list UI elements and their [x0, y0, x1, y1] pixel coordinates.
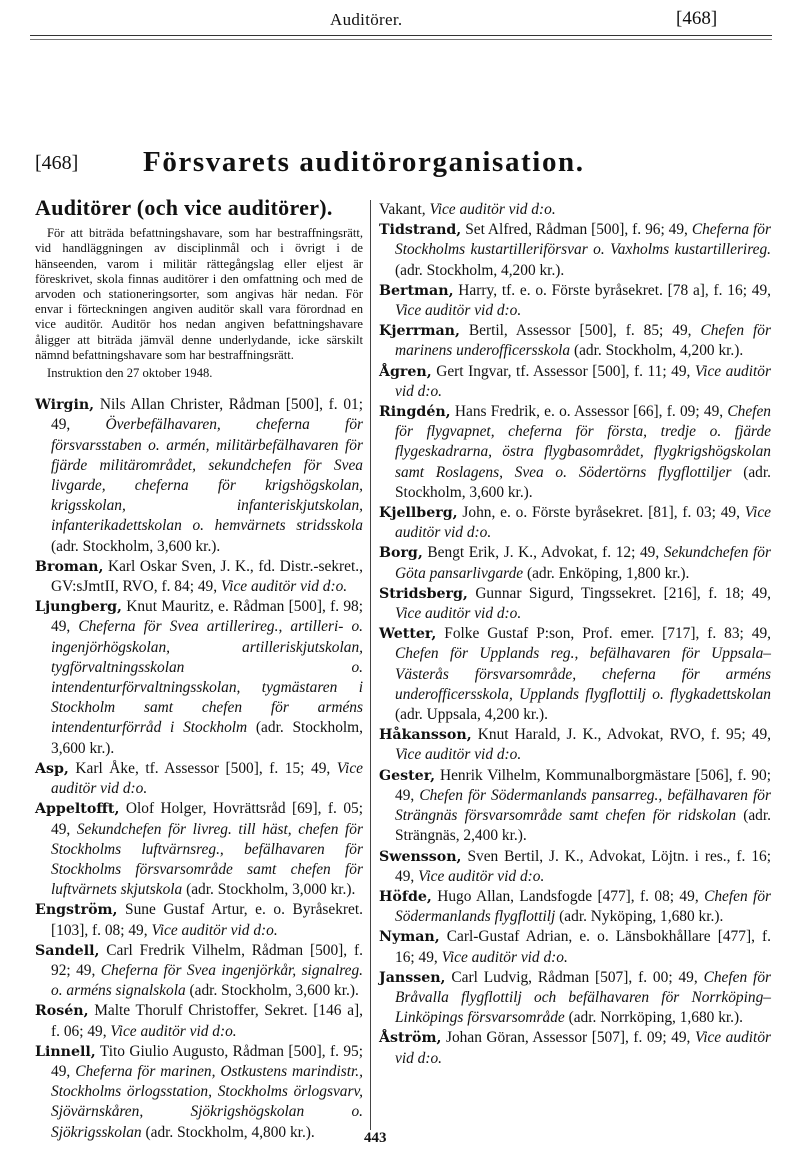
entry — [35, 597, 363, 759]
entry-duties: Vice auditör vid d:o. — [441, 948, 568, 966]
entry-duties: Chefen för Södermanlands pansarreg., befälhavaren för Strängnäs försvarsområde samt chefen för ridskolan — [395, 786, 771, 825]
entry-details: Folke Gustaf P:son, Prof. emer. [717], f. 83; 49, — [436, 625, 771, 643]
entry-details: (adr. Stockholm, 4,200 kr.). — [570, 342, 744, 360]
entry — [379, 503, 771, 543]
entry-duties: Cheferna för Stockholms kustartilleriförsvar o. Vaxholms kustartillerireg. — [395, 221, 771, 259]
header-rule — [30, 35, 772, 36]
right-column — [379, 200, 771, 1069]
entry-details: Sune Gustaf Artur, e. o. Byråsekret. [103], f. 08; 49, — [51, 901, 363, 939]
entry — [379, 766, 771, 847]
entry-duties: Vice auditör vid d:o. — [395, 362, 771, 400]
entry-name: Bertman, — [379, 282, 454, 299]
entry-duties: Cheferna för marinen, Ostkustens marindistr., Stockholms örlogsstation, Stockholms örlogsvarv, Sjövärnskåren, Sjökrigshögskolan o. Sjökrigsskolan — [51, 1062, 363, 1141]
page-number: 443 — [364, 1130, 387, 1146]
entry-duties: Vice auditör vid d:o. — [395, 605, 522, 623]
entry-details: (adr. Uppsala, 4,200 kr.). — [395, 706, 549, 724]
entry-details: Olof Holger, Hovrättsråd [69], f. 05; 49, — [51, 800, 363, 838]
entry-details: Knut Mauritz, e. Rådman [500], f. 98; 49, — [51, 598, 363, 636]
entry-details: Johan Göran, Assessor [507], f. 09; 49, — [441, 1029, 695, 1047]
entry-name: Broman, — [35, 558, 104, 575]
entry-name: Kjellberg, — [379, 505, 458, 522]
entry-details: Vakant, — [379, 201, 430, 218]
entry-details: Knut Harald, J. K., Advokat, RVO, f. 95; 49, — [471, 726, 771, 744]
entry-details: John, e. o. Förste byråsekret. [81], f. 03; 49, — [457, 504, 745, 522]
entry-name: Wetter, — [379, 626, 437, 643]
entry-details: Bertil, Assessor [500], f. 85; 49, — [459, 322, 701, 340]
entry-duties: Vice auditör vid d:o. — [151, 921, 278, 939]
entry-details: Nils Allan Christer, Rådman [500], f. 01; 49, — [51, 396, 363, 434]
entry-details: Hugo Allan, Landsfogde [477], f. 08; 49, — [431, 887, 705, 905]
entry-name: Asp, — [35, 760, 69, 777]
entry-name: Engström, — [35, 902, 118, 919]
instruction-date: Instruktion den 27 oktober 1948. — [47, 366, 213, 381]
entry — [35, 395, 363, 557]
entry — [379, 968, 771, 1029]
entry-details: (adr. Stockholm, 3,600 kr.). — [395, 463, 772, 501]
entry-name: Tidstrand, — [379, 222, 462, 239]
entry — [379, 584, 771, 624]
entry-duties: Vice auditör vid d:o. — [110, 1022, 237, 1040]
entry-name: Åström, — [379, 1030, 442, 1047]
entry-duties: Vice auditör vid d:o. — [395, 302, 522, 320]
entry-name: Janssen, — [379, 969, 446, 986]
entry-name: Gester, — [379, 767, 436, 784]
entry-name: Ringdén, — [379, 404, 451, 421]
entry — [35, 1042, 363, 1143]
entry-details: (adr. Stockholm, 4,800 kr.). — [141, 1123, 315, 1141]
entry-details: Carl Fredrik Vilhelm, Rådman [500], f. 92; 49, — [51, 941, 363, 979]
entry-details: (adr. Stockholm, 3,600 kr.). — [51, 719, 363, 757]
entry-name: Appeltofft, — [35, 801, 120, 818]
entry-name: Höfde, — [379, 888, 432, 905]
entry-details: Tito Giulio Augusto, Rådman [500], f. 95; 49, — [51, 1042, 363, 1080]
entry-details: Hans Fredrik, e. o. Assessor [66], f. 09; 49, — [450, 403, 728, 421]
entry — [35, 759, 363, 799]
entry-details: Henrik Vilhelm, Kommunalborgmästare [506], f. 90; 49, — [395, 766, 771, 804]
entry-name: Swensson, — [379, 848, 462, 865]
entry — [379, 887, 771, 927]
entry — [379, 847, 771, 887]
entry-details: Gert Ingvar, tf. Assessor [500], f. 11; 49, — [431, 362, 695, 380]
entry-duties: Chefen för Bråvalla flygflottilj och befälhavaren för Norrköping–Linköpings försvarsområde — [395, 968, 771, 1027]
entry-duties: Sekundchefen för livreg. till häst, chefen för Stockholms luftvärnsreg., befälhavaren för Stockholms försvarsområde samt chefen för luftvärnets skjutskola — [51, 820, 363, 899]
entry — [379, 1028, 771, 1068]
entry-duties: Chefen för marinens underofficersskola — [395, 322, 771, 360]
entry-details: Set Alfred, Rådman [500], f. 96; 49, — [461, 221, 692, 239]
entry — [35, 799, 363, 900]
entry — [379, 281, 771, 321]
entry-name: Kjerrman, — [379, 323, 460, 340]
entry-duties: Vice auditör vid d:o. — [395, 746, 522, 764]
entry-duties: Överbefälhavaren, cheferna för försvarsstaben o. armén, militärbefälhavaren för fjärde militärområdet, sekundchefen för Svea livgarde, cheferna för krigshögskolan, krigsskolan, infanteriskjutskolan, infanterikadettskolan o. hemvärnets stridsskola — [51, 416, 364, 535]
entry — [379, 321, 771, 361]
entry-name: Ågren, — [379, 363, 432, 380]
entry-duties: Vice auditör vid d:o. — [51, 759, 363, 798]
entry-details: (adr. Enköping, 1,800 kr.). — [523, 564, 690, 582]
entry-duties: Vice auditör vid d:o. — [418, 867, 545, 885]
entry-name: Linnell, — [35, 1043, 96, 1060]
entry-details: Sven Bertil, J. K., Advokat, Löjtn. i res., f. 16; 49, — [395, 847, 771, 885]
entry-details: Harry, tf. e. o. Förste byråsekret. [78 a], f. 16; 49, — [453, 281, 771, 299]
entry-name: Sandell, — [35, 942, 100, 959]
entry-details: Karl Oskar Sven, J. K., fd. Distr.-sekret., GV:sJmtII, RVO, f. 84; 49, — [51, 557, 363, 596]
entry-name: Nyman, — [379, 929, 440, 946]
entry-duties: Cheferna för Svea ingenjörkår, signalreg. o. arméns signalskola — [51, 961, 363, 1000]
entry-duties: Cheferna för Svea artillerireg., artilleri- o. ingenjörhögskolan, artilleriskjutskolan, tygförvaltningsskolan o. intendenturförvaltningsskolan, tygmästaren i Stockholm samt chefen för arméns intendenturförråd i Stockholm — [51, 618, 364, 737]
entry — [379, 624, 771, 725]
entry-details: (adr. Stockholm, 3,600 kr.). — [51, 537, 221, 555]
entry — [379, 402, 771, 503]
section-title: Auditörer (och vice auditörer). — [35, 195, 333, 220]
entry — [379, 927, 771, 967]
entry-details: (adr. Norrköping, 1,680 kr.). — [564, 1009, 743, 1027]
entry — [35, 1001, 363, 1041]
entry — [379, 220, 771, 281]
entry-duties: Sekundchefen för Göta pansarlivgarde — [395, 544, 771, 582]
entry-name: Wirgin, — [35, 397, 95, 414]
intro-paragraph: För att biträda befattningshavare, som har bestraffningsrätt, vid handläggningen av disciplinmål och i övrigt i de hänseenden, varom i militär rättegångslag eller eljest är föreskrivet, skola finnas auditörer i den omfattning och med de arvoden och stationeringsorter, som angivas här nedan. För envar i förteckningen angiven auditör skall vara förordnad en vice auditör. Auditör hos nedan angiven befattningshavare åligger att biträda jämväl denne underlydande, icke särskilt nämnd befattningshavare som har bestraffningsrätt. — [35, 226, 363, 362]
entry-details: (adr. Strängnäs, 2,400 kr.). — [395, 807, 772, 845]
chapter-title: Försvarets auditörorganisation. — [143, 146, 585, 178]
entry — [35, 900, 363, 940]
entry-details: (adr. Stockholm, 4,200 kr.). — [395, 261, 565, 279]
entry — [35, 941, 363, 1002]
entry — [379, 543, 771, 583]
entry-name: Håkansson, — [379, 727, 472, 744]
entry-details: (adr. Nyköping, 1,680 kr.). — [555, 908, 724, 926]
entry-duties: Vice auditör vid d:o. — [429, 201, 556, 218]
entry-name: Stridsberg, — [379, 585, 468, 602]
entry-duties: Chefen för Upplands reg., befälhavaren för Uppsala–Västerås försvarsområde, cheferna för arméns underofficersskola, Upplands flygflottilj o. flygkadettskolan — [395, 645, 771, 703]
entry-details: Karl Åke, tf. Assessor [500], f. 15; 49, — [68, 759, 337, 777]
entry-name: Borg, — [379, 545, 423, 562]
entry-duties: Chefen för flygvapnet, cheferna för första, tredje o. fjärde flygeskadrarna, östra flygbasområdet, flygkrigshögskolan samt Roslagens, Svea o. Södertörns flygflottiljer — [395, 403, 771, 481]
entry-details: Carl-Gustaf Adrian, e. o. Länsbokhållare [477], f. 16; 49, — [395, 928, 771, 966]
entry-duties: Vice auditör vid d:o. — [395, 504, 771, 542]
entry-details: (adr. Stockholm, 3,000 kr.). — [182, 881, 356, 899]
entry-name: Rosén, — [35, 1003, 89, 1020]
entry-list-right — [379, 200, 771, 1069]
entry — [379, 725, 771, 765]
header-rule-secondary — [30, 39, 772, 40]
running-head-title: Auditörer. — [330, 10, 403, 29]
entry-name: Ljungberg, — [35, 599, 122, 616]
entry-duties: Vice auditör vid d:o. — [220, 578, 348, 596]
entry-duties: Vice auditör vid d:o. — [395, 1029, 771, 1067]
chapter-number: [468] — [35, 152, 79, 174]
entry — [35, 557, 363, 597]
entry-details: Carl Ludvig, Rådman [507], f. 00; 49, — [445, 968, 704, 986]
entry — [379, 362, 771, 402]
entry-details: Malte Thorulf Christoffer, Sekret. [146 a], f. 06; 49, — [51, 1002, 363, 1040]
running-head-page-ref: [468] — [676, 8, 718, 29]
column-divider — [370, 200, 371, 1130]
entry-details: (adr. Stockholm, 3,600 kr.). — [185, 982, 359, 1000]
entry — [379, 200, 771, 220]
entry-details: Bengt Erik, J. K., Advokat, f. 12; 49, — [422, 544, 664, 562]
running-head — [0, 6, 792, 32]
entry-duties: Chefen för Södermanlands flygflottilj — [395, 887, 772, 926]
left-column — [35, 195, 364, 1143]
entry-list-left — [35, 395, 363, 1143]
entry-details: Gunnar Sigurd, Tingssekret. [216], f. 18; 49, — [467, 584, 771, 602]
